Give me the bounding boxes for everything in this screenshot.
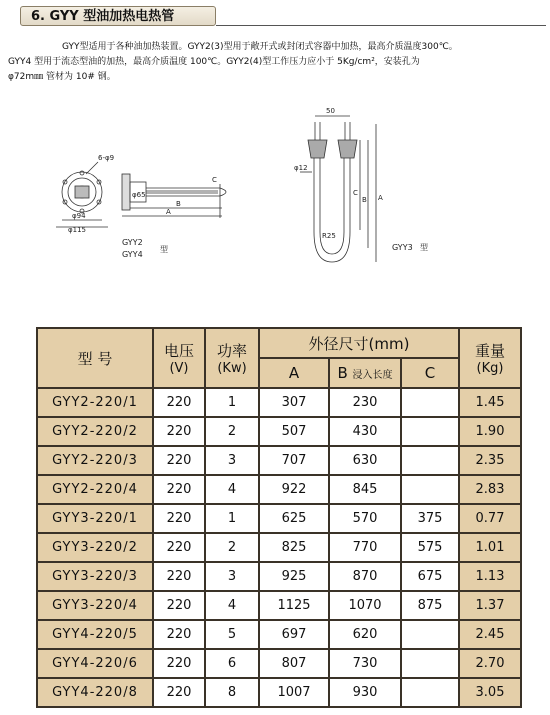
label-dim-a-right: A: [378, 194, 383, 202]
cell-b: 930: [329, 678, 401, 707]
cell-power: 3: [205, 446, 259, 475]
cell-a: 922: [259, 475, 329, 504]
cell-weight: 1.45: [459, 388, 521, 417]
cell-model: GYY2-220/3: [37, 446, 153, 475]
label-dim-b-left: B: [176, 200, 181, 208]
cell-model: GYY3-220/1: [37, 504, 153, 533]
table-row: [37, 446, 521, 475]
cell-model: GYY2-220/2: [37, 417, 153, 446]
cell-c: [401, 649, 459, 678]
label-phi65: φ65: [132, 191, 146, 199]
cell-model: GYY4-220/8: [37, 678, 153, 707]
cell-voltage: 220: [153, 388, 205, 417]
cell-model: GYY3-220/3: [37, 562, 153, 591]
table-row: [37, 562, 521, 591]
cell-power: 2: [205, 417, 259, 446]
label-r25: R25: [322, 232, 336, 240]
cell-power: 4: [205, 591, 259, 620]
label-model-gyy3: GYY3: [392, 243, 413, 252]
section-title: 6. GYY 型油加热电热管: [20, 6, 216, 26]
header-dims: 外径尺寸(mm): [259, 328, 459, 358]
cell-weight: 2.83: [459, 475, 521, 504]
cell-weight: 2.35: [459, 446, 521, 475]
cell-power: 4: [205, 475, 259, 504]
cell-power: 6: [205, 649, 259, 678]
cell-voltage: 220: [153, 562, 205, 591]
cell-voltage: 220: [153, 417, 205, 446]
label-phi94: φ94: [72, 212, 86, 220]
cell-weight: 0.77: [459, 504, 521, 533]
cell-voltage: 220: [153, 678, 205, 707]
table-row: [37, 678, 521, 707]
title-rule: [216, 25, 546, 26]
cell-c: 375: [401, 504, 459, 533]
label-dim-b-right: B: [362, 196, 367, 204]
cell-power: 3: [205, 562, 259, 591]
cell-c: [401, 446, 459, 475]
label-dim-50: 50: [326, 107, 335, 115]
cell-weight: 1.90: [459, 417, 521, 446]
cell-weight: 1.01: [459, 533, 521, 562]
label-phi115: φ115: [68, 226, 86, 234]
cell-weight: 3.05: [459, 678, 521, 707]
cell-a: 807: [259, 649, 329, 678]
cell-b: 730: [329, 649, 401, 678]
description-line-3: φ72m㎜ 管材为 10# 钢。: [8, 72, 116, 82]
cell-voltage: 220: [153, 591, 205, 620]
cell-voltage: 220: [153, 620, 205, 649]
table-row: [37, 475, 521, 504]
cell-weight: 1.37: [459, 591, 521, 620]
cell-c: [401, 620, 459, 649]
header-col-b: [329, 358, 401, 388]
table-row: [37, 620, 521, 649]
table-row: [37, 504, 521, 533]
table-row: [37, 533, 521, 562]
cell-a: 1125: [259, 591, 329, 620]
cell-b: 845: [329, 475, 401, 504]
cell-b: 430: [329, 417, 401, 446]
cell-c: [401, 388, 459, 417]
cell-model: GYY3-220/4: [37, 591, 153, 620]
header-power-unit: (Kw): [217, 361, 247, 376]
cell-model: GYY4-220/5: [37, 620, 153, 649]
cell-a: 925: [259, 562, 329, 591]
cell-power: 1: [205, 504, 259, 533]
cell-a: 307: [259, 388, 329, 417]
cell-weight: 1.13: [459, 562, 521, 591]
header-model: 型 号: [37, 328, 153, 388]
cell-a: 625: [259, 504, 329, 533]
cell-weight: 2.70: [459, 649, 521, 678]
label-phi12: φ12: [294, 164, 308, 172]
header-col-c: C: [401, 358, 459, 388]
cell-b: 570: [329, 504, 401, 533]
cell-voltage: 220: [153, 504, 205, 533]
header-col-b-prefix: B: [337, 364, 348, 382]
cell-c: 575: [401, 533, 459, 562]
cell-b: 870: [329, 562, 401, 591]
cell-model: GYY3-220/2: [37, 533, 153, 562]
cell-voltage: 220: [153, 446, 205, 475]
table-row: [37, 388, 521, 417]
table-row: [37, 649, 521, 678]
description-line-1: GYY型适用于各种油加热装置。GYY2(3)型用于敞开式或封闭式容器中加热，最高介质温度300℃。: [62, 42, 458, 52]
cell-b: 1070: [329, 591, 401, 620]
header-power-label: 功率: [216, 342, 247, 360]
header-weight: [459, 328, 521, 388]
description-line-2: GYY4 型用于流态型油的加热，最高介质温度 100℃。GYY2(4)型工作压力应小于 5Kg/cm²，安装孔为: [8, 57, 420, 67]
header-voltage: [153, 328, 205, 388]
table-row: [37, 417, 521, 446]
cell-b: 620: [329, 620, 401, 649]
cell-a: 1007: [259, 678, 329, 707]
label-dim-c-right: C: [353, 189, 358, 197]
cell-power: 1: [205, 388, 259, 417]
header-power: [205, 328, 259, 388]
cell-power: 8: [205, 678, 259, 707]
cell-voltage: 220: [153, 533, 205, 562]
cell-a: 697: [259, 620, 329, 649]
header-voltage-label: 电压: [163, 342, 194, 360]
header-col-b-suffix: 浸入长度: [352, 370, 393, 381]
cell-c: [401, 678, 459, 707]
table-header-row-1: [37, 328, 521, 358]
cell-b: 770: [329, 533, 401, 562]
cell-c: [401, 475, 459, 504]
diagram-gyy3: [300, 116, 376, 262]
diagram-svg: [0, 100, 550, 330]
diagram-area: [0, 100, 550, 330]
header-weight-unit: (Kg): [476, 361, 504, 376]
label-model-gyy2: GYY2: [122, 238, 143, 247]
header-col-a: A: [259, 358, 329, 388]
table-body: [37, 388, 521, 707]
spec-table: [36, 327, 522, 708]
label-bolt-holes: 6-φ9: [98, 154, 115, 162]
cell-model: GYY2-220/1: [37, 388, 153, 417]
label-type-left: 型: [160, 245, 168, 254]
label-dim-c-left: C: [212, 176, 217, 184]
cell-model: GYY4-220/6: [37, 649, 153, 678]
cell-b: 630: [329, 446, 401, 475]
cell-voltage: 220: [153, 649, 205, 678]
cell-a: 507: [259, 417, 329, 446]
label-model-gyy4: GYY4: [122, 250, 143, 259]
cell-weight: 2.45: [459, 620, 521, 649]
table-row: [37, 591, 521, 620]
cell-c: [401, 417, 459, 446]
label-dim-a-left: A: [166, 208, 171, 216]
cell-voltage: 220: [153, 475, 205, 504]
cell-model: GYY2-220/4: [37, 475, 153, 504]
cell-b: 230: [329, 388, 401, 417]
header-voltage-unit: (V): [169, 361, 189, 376]
cell-a: 825: [259, 533, 329, 562]
label-type-right: 型: [420, 243, 428, 252]
cell-a: 707: [259, 446, 329, 475]
cell-c: 875: [401, 591, 459, 620]
header-weight-label: 重量: [474, 342, 505, 360]
cell-c: 675: [401, 562, 459, 591]
cell-power: 5: [205, 620, 259, 649]
cell-power: 2: [205, 533, 259, 562]
description: [8, 40, 548, 85]
